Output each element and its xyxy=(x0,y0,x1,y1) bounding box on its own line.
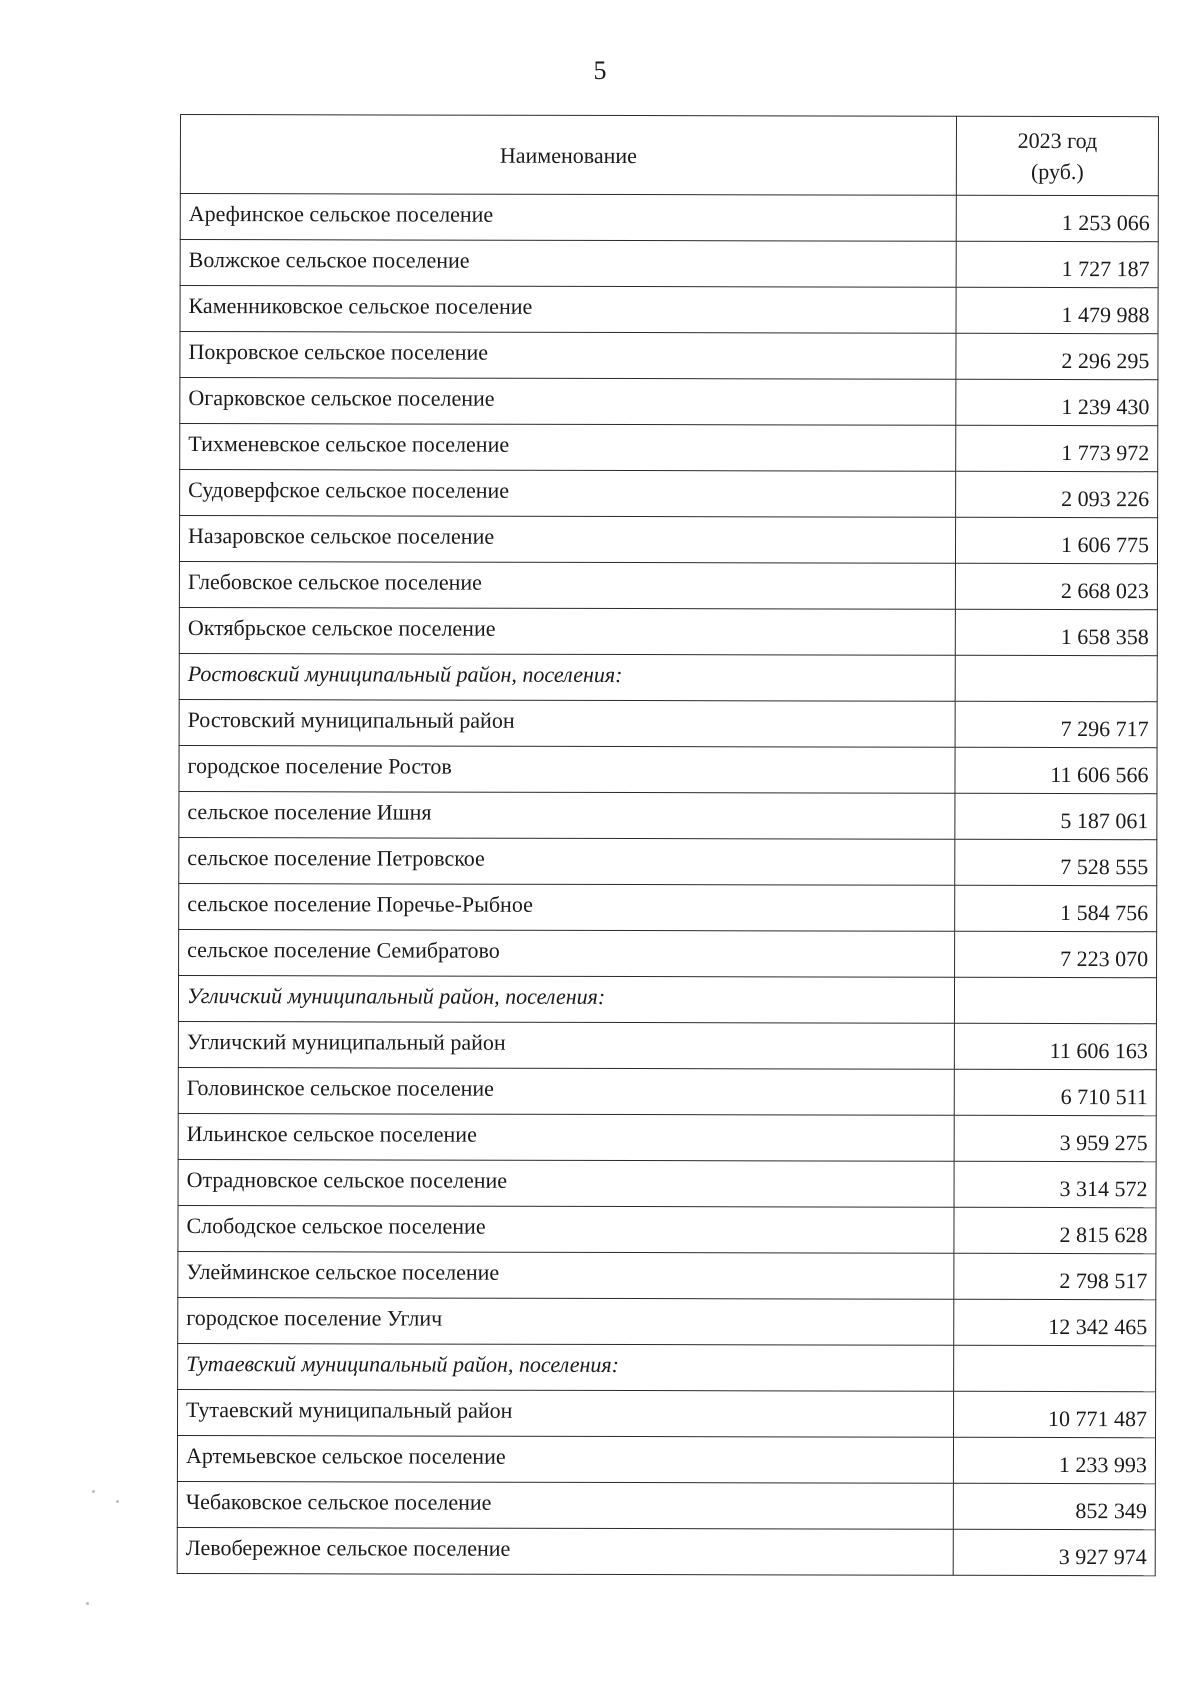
group-heading: Ростовский муниципальный район, поселения: xyxy=(179,653,955,701)
budget-table xyxy=(177,114,1159,1576)
row-value: 2 093 226 xyxy=(956,471,1158,517)
header-year-line2: (руб.) xyxy=(1030,158,1084,185)
row-value: 2 668 023 xyxy=(955,563,1157,609)
table-row xyxy=(178,1021,1156,1069)
row-value xyxy=(954,1345,1156,1391)
row-name: Улейминское сельское поселение xyxy=(178,1251,954,1299)
row-name: Головинское сельское поселение xyxy=(178,1067,954,1115)
row-name: сельское поселение Поречье-Рыбное xyxy=(179,883,955,931)
row-value: 11 606 566 xyxy=(955,747,1157,793)
row-value: 6 710 511 xyxy=(954,1069,1156,1115)
table-group-row xyxy=(178,1343,1156,1391)
row-value: 2 296 295 xyxy=(956,333,1158,379)
row-value: 852 349 xyxy=(953,1483,1155,1529)
row-value: 1 773 972 xyxy=(956,425,1158,471)
row-name: Ильинское сельское поселение xyxy=(178,1113,954,1161)
row-name: Судоверфское сельское поселение xyxy=(180,470,956,518)
row-value xyxy=(954,977,1156,1023)
table-row xyxy=(178,1113,1156,1161)
row-value: 1 658 358 xyxy=(955,609,1157,655)
row-name: городское поселение Углич xyxy=(178,1297,954,1345)
scan-speck xyxy=(116,1500,119,1503)
row-value: 2 815 628 xyxy=(954,1207,1156,1253)
row-name: Арефинское сельское поселение xyxy=(180,194,956,242)
row-value: 12 342 465 xyxy=(954,1299,1156,1345)
row-value: 3 927 974 xyxy=(953,1529,1155,1575)
table-row xyxy=(178,1159,1156,1207)
row-value: 1 727 187 xyxy=(956,241,1158,287)
table-row xyxy=(178,1067,1156,1115)
row-value: 1 584 756 xyxy=(955,885,1157,931)
table-row xyxy=(179,607,1157,655)
row-name: сельское поселение Ишня xyxy=(179,791,955,839)
table-body xyxy=(177,194,1158,1576)
group-heading: Тутаевский муниципальный район, поселения: xyxy=(178,1343,954,1391)
table-row xyxy=(179,516,1157,564)
row-name: Левобережное сельское поселение xyxy=(177,1527,953,1575)
table-row xyxy=(180,378,1158,426)
table-row xyxy=(177,1527,1155,1575)
row-value xyxy=(955,655,1157,701)
table-row xyxy=(179,883,1157,931)
table-row xyxy=(178,1205,1156,1253)
row-value: 5 187 061 xyxy=(955,793,1157,839)
table-row xyxy=(180,286,1158,334)
table-row xyxy=(179,699,1157,747)
row-value: 7 223 070 xyxy=(955,931,1157,977)
table-row xyxy=(179,745,1157,793)
row-value: 7 528 555 xyxy=(955,839,1157,885)
row-value: 1 233 993 xyxy=(953,1437,1155,1483)
row-name: Артемьевское сельское поселение xyxy=(177,1435,953,1483)
table-row xyxy=(178,1297,1156,1345)
row-name: сельское поселение Петровское xyxy=(179,837,955,885)
row-value: 1 239 430 xyxy=(956,379,1158,425)
row-name: сельское поселение Семибратово xyxy=(179,929,955,977)
header-year xyxy=(956,116,1158,195)
table-row xyxy=(179,562,1157,610)
table-row xyxy=(180,470,1158,518)
row-name: Октябрьское сельское поселение xyxy=(179,607,955,655)
table-row xyxy=(178,1251,1156,1299)
row-name: Тихменевское сельское поселение xyxy=(180,424,956,472)
row-value: 7 296 717 xyxy=(955,701,1157,747)
header-name: Наименование xyxy=(180,115,956,196)
table-row xyxy=(180,424,1158,472)
table-group-row xyxy=(179,653,1157,701)
row-name: Огарковское сельское поселение xyxy=(180,378,956,426)
row-name: Угличский муниципальный район xyxy=(178,1021,954,1069)
row-value: 11 606 163 xyxy=(954,1023,1156,1069)
row-name: Глебовское сельское поселение xyxy=(179,562,955,610)
table-row xyxy=(179,929,1157,977)
row-name: Отрадновское сельское поселение xyxy=(178,1159,954,1207)
table-row xyxy=(180,194,1158,242)
row-name: Тутаевский муниципальный район xyxy=(178,1389,954,1437)
table-row xyxy=(178,1389,1156,1437)
row-name: Назаровское сельское поселение xyxy=(179,516,955,564)
row-name: городское поселение Ростов xyxy=(179,745,955,793)
header-year-line1: 2023 год xyxy=(1017,127,1098,154)
row-value: 3 959 275 xyxy=(954,1115,1156,1161)
row-value: 10 771 487 xyxy=(953,1391,1155,1437)
row-value: 1 253 066 xyxy=(956,195,1158,241)
table-row xyxy=(179,791,1157,839)
table-row xyxy=(179,837,1157,885)
row-value: 1 606 775 xyxy=(955,517,1157,563)
row-name: Покровское сельское поселение xyxy=(180,332,956,380)
row-value: 2 798 517 xyxy=(954,1253,1156,1299)
row-name: Волжское сельское поселение xyxy=(180,240,956,288)
row-name: Каменниковское сельское поселение xyxy=(180,286,956,334)
scan-speck xyxy=(86,1602,89,1605)
scan-speck xyxy=(92,1490,95,1493)
budget-table-container xyxy=(177,114,1158,1576)
table-row xyxy=(180,332,1158,380)
row-name: Слободское сельское поселение xyxy=(178,1205,954,1253)
row-value: 3 314 572 xyxy=(954,1161,1156,1207)
row-value: 1 479 988 xyxy=(956,287,1158,333)
table-header-row xyxy=(180,115,1158,196)
table-group-row xyxy=(178,975,1156,1023)
row-name: Чебаковское сельское поселение xyxy=(177,1481,953,1529)
table-row xyxy=(180,240,1158,288)
page-number: 5 xyxy=(593,56,607,85)
table-row xyxy=(177,1481,1155,1529)
table-row xyxy=(177,1435,1155,1483)
row-name: Ростовский муниципальный район xyxy=(179,699,955,747)
group-heading: Угличский муниципальный район, поселения: xyxy=(178,975,954,1023)
